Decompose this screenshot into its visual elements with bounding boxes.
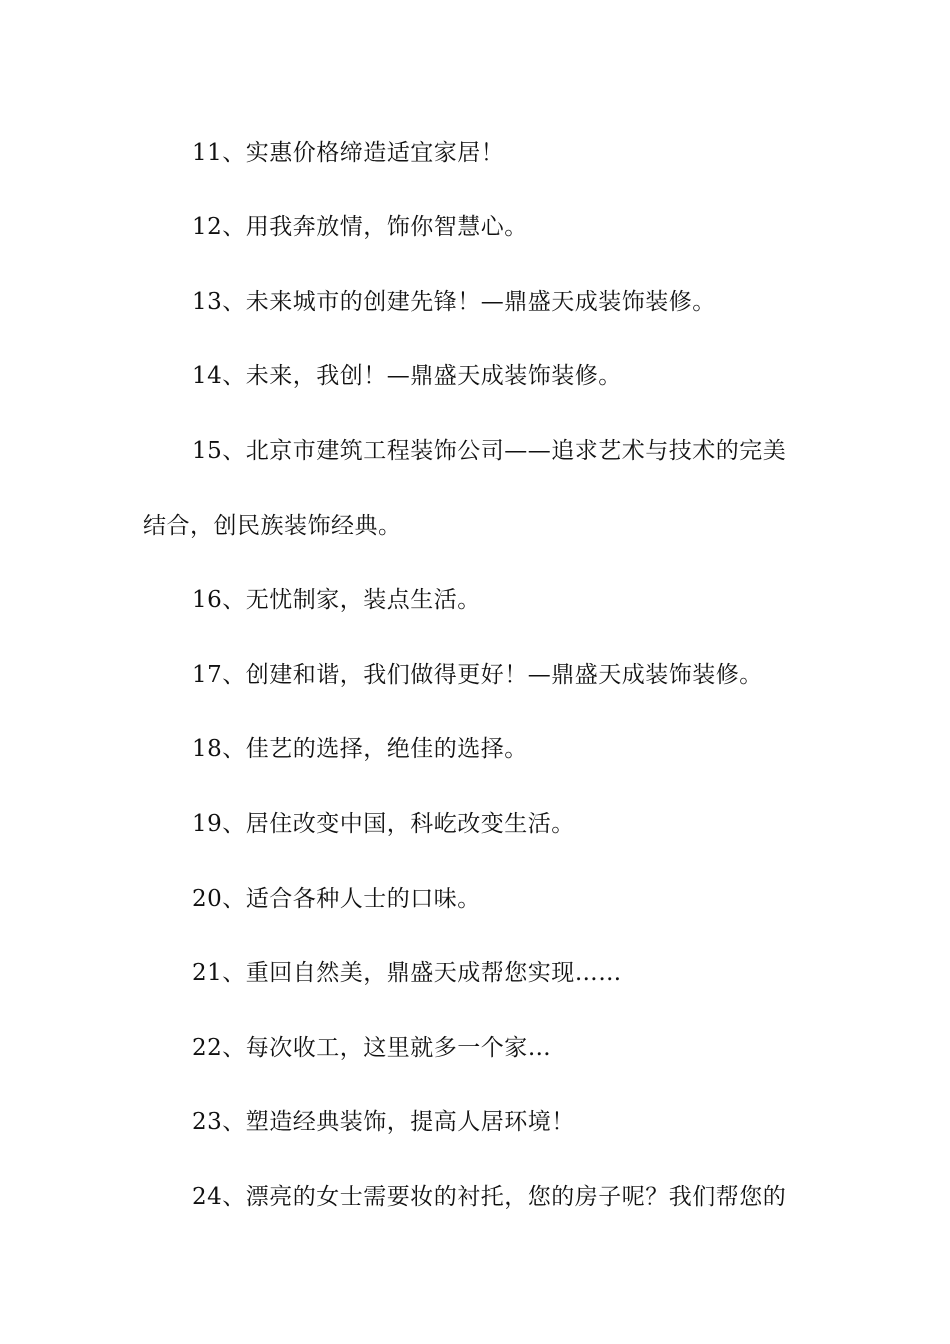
list-item: 12、用我奔放情，饰你智慧心。	[192, 214, 528, 240]
list-item: 16、无忧制家，装点生活。	[192, 587, 481, 613]
list-item: 18、佳艺的选择，绝佳的选择。	[192, 736, 528, 762]
list-item-continuation: 结合，创民族装饰经典。	[143, 513, 402, 539]
list-item: 22、每次收工，这里就多一个家…	[192, 1035, 552, 1061]
list-item: 19、居住改变中国，科屹改变生活。	[192, 811, 575, 837]
list-item: 11、实惠价格缔造适宜家居！	[192, 140, 505, 166]
list-item: 24、漂亮的女士需要妆的衬托，您的房子呢？我们帮您的	[192, 1184, 787, 1210]
list-item: 23、塑造经典装饰，提高人居环境！	[192, 1109, 575, 1135]
list-item: 17、创建和谐，我们做得更好！—鼎盛天成装饰装修。	[192, 662, 763, 688]
list-item: 21、重回自然美，鼎盛天成帮您实现……	[192, 960, 622, 986]
list-item: 14、未来，我创！—鼎盛天成装饰装修。	[192, 363, 622, 389]
list-item: 20、适合各种人士的口味。	[192, 886, 481, 912]
list-item: 15、北京市建筑工程装饰公司——追求艺术与技术的完美	[192, 438, 787, 464]
list-item: 13、未来城市的创建先锋！—鼎盛天成装饰装修。	[192, 289, 716, 315]
